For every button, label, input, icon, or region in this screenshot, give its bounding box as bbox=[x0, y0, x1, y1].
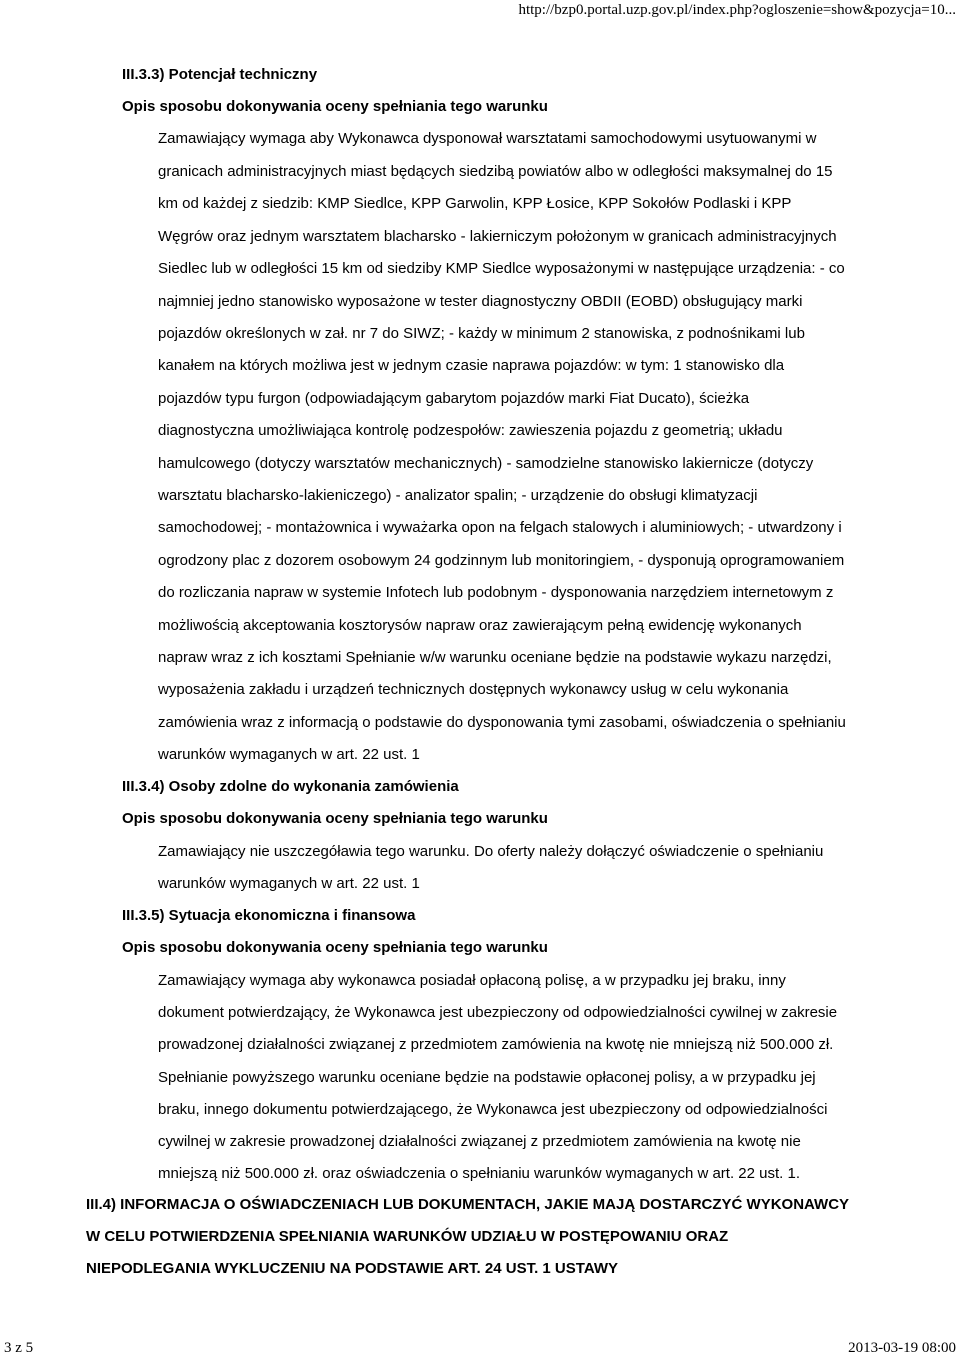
section-heading-technical-potential: III.3.3) Potencjał techniczny bbox=[122, 66, 318, 83]
paragraph-line: wyposażenia zakładu i urządzeń technicznych dostępnych wykonawcy usług w celu wykonania bbox=[158, 681, 789, 698]
paragraph-line: pojazdów określonych w zał. nr 7 do SIWZ; - każdy w minimum 2 stanowiska, z podnośnikami lub bbox=[158, 325, 805, 342]
paragraph-line: Zamawiający wymaga aby wykonawca posiadał opłaconą polisę, a w przypadku jej braku, inny bbox=[158, 972, 786, 989]
paragraph-line: mniejszą niż 500.000 zł. oraz oświadczenia o spełnianiu warunków wymaganych w art. 22 ust. 1. bbox=[158, 1165, 800, 1182]
paragraph-line: możliwością akceptowania kosztorysów napraw oraz zawierającym pełną ewidencję wykonanych bbox=[158, 617, 802, 634]
paragraph-line: pojazdów typu furgon (odpowiadającym gabarytom pojazdów marki Fiat Ducato), ścieżka bbox=[158, 390, 750, 407]
section-heading-documents: III.4) INFORMACJA O OŚWIADCZENIACH LUB DOKUMENTACH, JAKIE MAJĄ DOSTARCZYĆ WYKONAWCY bbox=[86, 1196, 850, 1213]
print-header-url: http://bzp0.portal.uzp.gov.pl/index.php?ogloszenie=show&pozycja=10... bbox=[518, 2, 956, 18]
section-subheading: Opis sposobu dokonywania oceny spełniania tego warunku bbox=[122, 810, 548, 827]
paragraph-line: cywilnej w zakresie prowadzonej działalności związanej z przedmiotem zamówienia na kwotę nie bbox=[158, 1133, 801, 1150]
paragraph-line: dokument potwierdzający, że Wykonawca jest ubezpieczony od odpowiedzialności cywilnej w zakresie bbox=[158, 1004, 838, 1021]
paragraph-line: Zamawiający nie uszczegóławia tego warunku. Do oferty należy dołączyć oświadczenie o spełnianiu bbox=[158, 843, 824, 860]
paragraph-line: diagnostyczna umożliwiająca kontrolę podzespołów: zawieszenia pojazdu z geometrią; układu bbox=[158, 422, 783, 439]
paragraph-line: najmniej jedno stanowisko wyposażone w tester diagnostyczny OBDII (EOBD) obsługujący marki bbox=[158, 293, 803, 310]
paragraph-line: Spełnianie powyższego warunku oceniane będzie na podstawie opłaconej polisy, a w przypadku jej bbox=[158, 1069, 816, 1086]
section-subheading: Opis sposobu dokonywania oceny spełniania tego warunku bbox=[122, 939, 548, 956]
paragraph-line: km od każdej z siedzib: KMP Siedlce, KPP Garwolin, KPP Łosice, KPP Sokołów Podlaski i KPP bbox=[158, 195, 792, 212]
section-heading-documents-cont: NIEPODLEGANIA WYKLUCZENIU NA PODSTAWIE ART. 24 UST. 1 USTAWY bbox=[86, 1260, 618, 1277]
paragraph-line: braku, innego dokumentu potwierdzającego, że Wykonawca jest ubezpieczony od odpowiedzialności bbox=[158, 1101, 828, 1118]
print-datetime: 2013-03-19 08:00 bbox=[848, 1340, 956, 1356]
paragraph-line: granicach administracyjnych miast będących siedzibą powiatów albo w odległości maksymalnej do 15 bbox=[158, 163, 833, 180]
section-subheading: Opis sposobu dokonywania oceny spełniania tego warunku bbox=[122, 98, 548, 115]
paragraph-line: warsztatu blacharsko-lakieniczego) - analizator spalin; - urządzenie do obsługi klimatyzacji bbox=[158, 487, 758, 504]
paragraph-line: Zamawiający wymaga aby Wykonawca dysponował warsztatami samochodowymi usytuowanymi w bbox=[158, 130, 817, 147]
paragraph-line: hamulcowego (dotyczy warsztatów mechanicznych) - samodzielne stanowisko lakiernicze (dotyczy bbox=[158, 455, 814, 472]
paragraph-line: kanałem na których możliwa jest w jednym czasie naprawa pojazdów: w tym: 1 stanowisko dla bbox=[158, 357, 785, 374]
paragraph-line: ogrodzony plac z dozorem osobowym 24 godzinnym lub monitoringiem, - dysponują oprogramowaniem bbox=[158, 552, 845, 569]
paragraph-line: samochodowej; - montażownica i wyważarka opon na felgach stalowych i aluminiowych; - utwardzony i bbox=[158, 519, 842, 536]
paragraph-line: warunków wymaganych w art. 22 ust. 1 bbox=[158, 746, 420, 763]
section-heading-economic-situation: III.3.5) Sytuacja ekonomiczna i finansowa bbox=[122, 907, 416, 924]
paragraph-line: zamówienia wraz z informacją o podstawie do dysponowania tymi zasobami, oświadczenia o spełnianiu bbox=[158, 714, 846, 731]
paragraph-line: prowadzonej działalności związanej z przedmiotem zamówienia na kwotę nie mniejszą niż 500.000 zł. bbox=[158, 1036, 834, 1053]
paragraph-line: napraw wraz z ich kosztami Spełnianie w/w warunku oceniane będzie na podstawie wykazu narzędzi, bbox=[158, 649, 832, 666]
section-heading-documents-cont: W CELU POTWIERDZENIA SPEŁNIANIA WARUNKÓW UDZIAŁU W POSTĘPOWANIU ORAZ bbox=[86, 1228, 729, 1245]
paragraph-line: do rozliczania napraw w systemie Infotech lub podobnym - dysponowania narzędziem internetowym z bbox=[158, 584, 834, 601]
page-number: 3 z 5 bbox=[4, 1340, 34, 1356]
paragraph-line: Siedlec lub w odległości 15 km od siedziby KMP Siedlce wyposażonymi w następujące urządzenia: - co bbox=[158, 260, 845, 277]
paragraph-line: Węgrów oraz jednym warsztatem blacharsko - lakierniczym położonym w granicach administracyjnych bbox=[158, 228, 837, 245]
section-heading-personnel: III.3.4) Osoby zdolne do wykonania zamówienia bbox=[122, 778, 459, 795]
paragraph-line: warunków wymaganych w art. 22 ust. 1 bbox=[158, 875, 420, 892]
